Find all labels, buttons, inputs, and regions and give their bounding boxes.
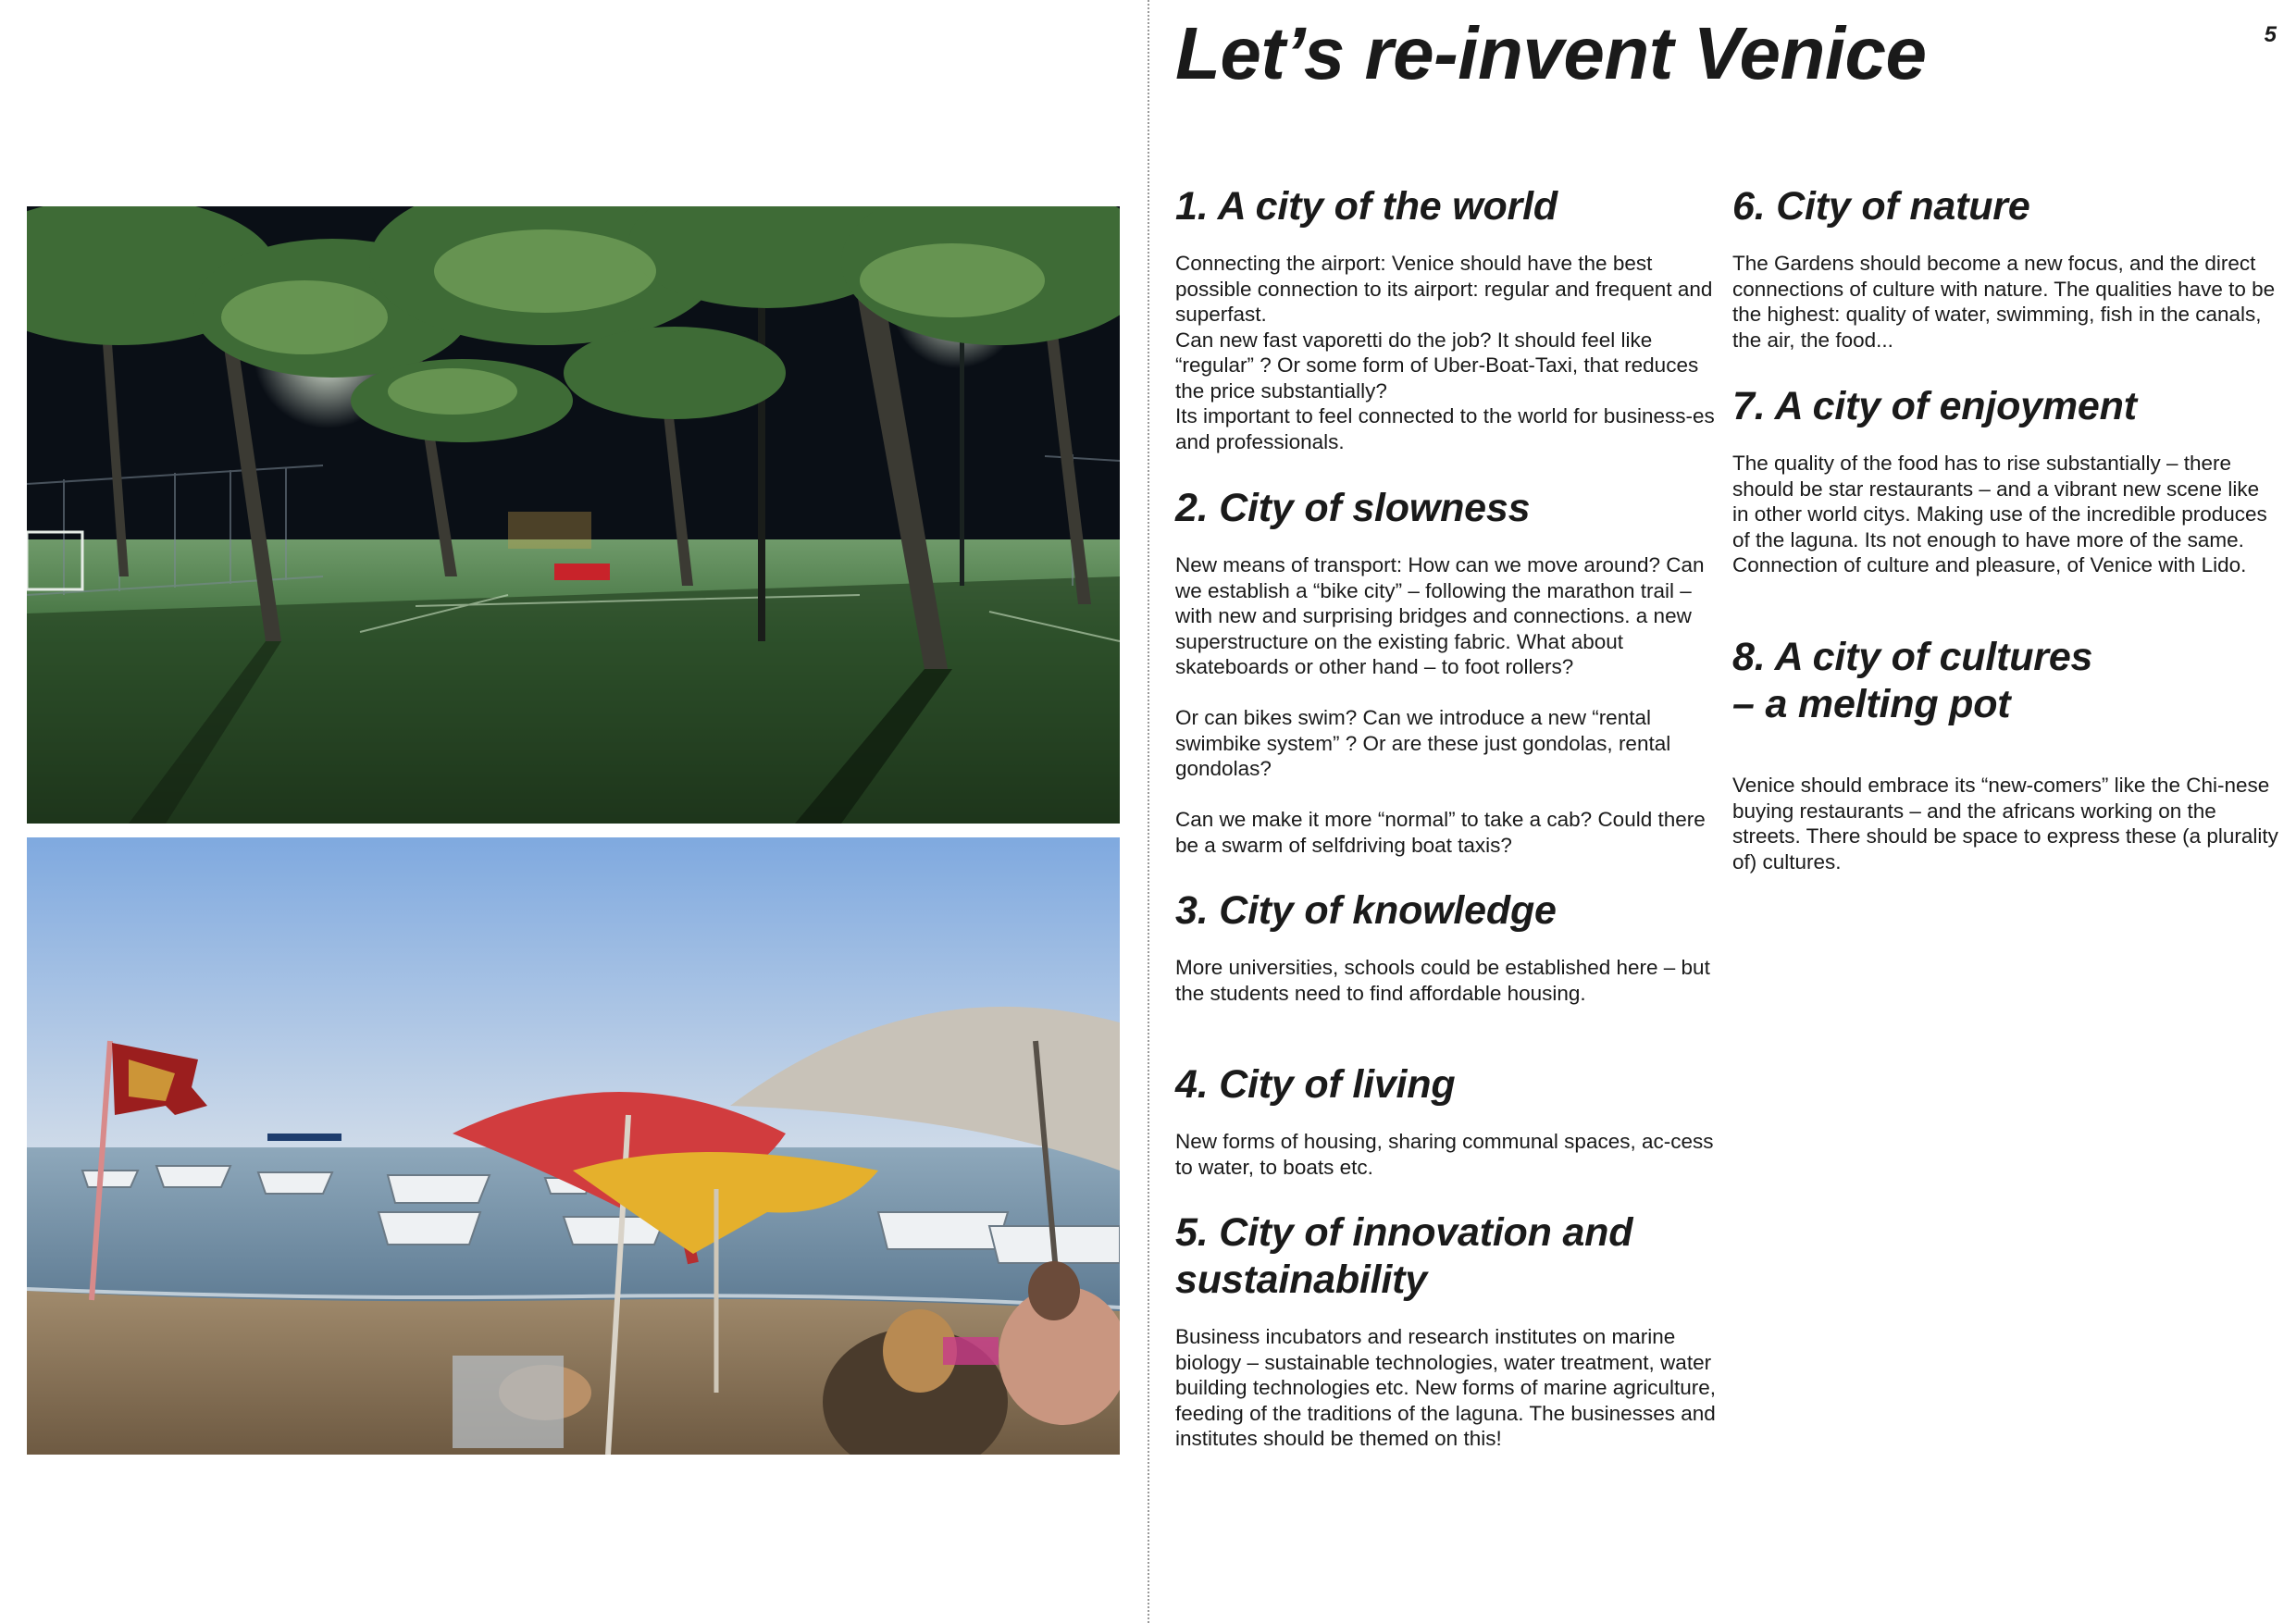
section-body: The quality of the food has to rise substantially – there should be star restaurants – and a vibrant new scene like in other world citys. Making use of the incredible produces of the laguna. Its not enough to have more of the same. Connection of culture and pleasure, of Venice with Lido.: [1732, 452, 2267, 576]
page-fold-divider: [1148, 0, 1149, 1623]
section-heading: 7. A city of enjoyment: [1732, 384, 2137, 428]
section-body: Connecting the airport: Venice should have the best possible connection to its airport: regular and frequent and superfast. Can new fast vaporetti do the job? It should feel like “regular” ? Or some form of Uber-Boat-Taxi, that reduces the price substantially? Its important to feel connected to the world for business-es and professionals.: [1175, 252, 1715, 453]
section-body: New forms of housing, sharing communal spaces, ac-cess to water, to boats etc.: [1175, 1130, 1714, 1179]
section-heading: 8. A city of cultures – a melting pot: [1732, 635, 2093, 726]
section-heading: 5. City of innovation and sustainability: [1175, 1210, 1633, 1302]
section-body: New means of transport: How can we move around? Can we establish a “bike city” – following the marathon trail – with new and surprising bridges and connections. a new superstructure on the existing fabric. What about skateboards or other hand – to foot rollers? Or can bikes swim? Can we introduce a new “rental swimbike system” ? Or are these just gondolas, rental gondolas? Can we make it more “normal” to take a cab? Could there be a swarm of selfdriving boat taxis?: [1175, 553, 1706, 857]
section-city-of-enjoyment: [1732, 383, 2278, 578]
section-city-of-cultures: [1732, 634, 2278, 874]
section-heading: 2. City of slowness: [1175, 486, 1531, 530]
page-title: Let’s re-invent Venice: [1175, 12, 1927, 94]
section-heading: 4. City of living: [1175, 1062, 1456, 1107]
section-body: Business incubators and research institutes on marine biology – sustainable technologies, water treatment, water building technologies etc. New forms of marine agriculture, feeding of the traditions of the laguna. The businesses and institutes should be themed on this!: [1175, 1325, 1717, 1450]
section-heading: 3. City of knowledge: [1175, 888, 1557, 933]
page-number: 5: [2264, 22, 2277, 47]
section-city-of-innovation: [1175, 1209, 1721, 1452]
photo-night-park-football-pitch: [27, 206, 1120, 824]
section-body: The Gardens should become a new focus, and the direct connections of culture with nature. The qualities have to be the highest: quality of water, swimming, fish in the canals, the air, the food...: [1732, 252, 2276, 352]
section-city-of-nature: [1732, 183, 2278, 353]
section-city-of-knowledge: [1175, 887, 1721, 1006]
section-city-of-the-world: [1175, 183, 1721, 454]
section-heading: 6. City of nature: [1732, 184, 2030, 229]
section-body: More universities, schools could be established here – but the students need to find affordable housing.: [1175, 956, 1710, 1005]
section-city-of-slowness: [1175, 485, 1721, 858]
section-heading: 1. A city of the world: [1175, 184, 1558, 229]
photo-beach-umbrellas-boats: [27, 837, 1120, 1455]
section-city-of-living: [1175, 1061, 1721, 1180]
section-body: Venice should embrace its “new-comers” like the Chi-nese buying restaurants – and the africans working on the streets. There should be space to express these (a plurality of) cultures.: [1732, 774, 2278, 873]
